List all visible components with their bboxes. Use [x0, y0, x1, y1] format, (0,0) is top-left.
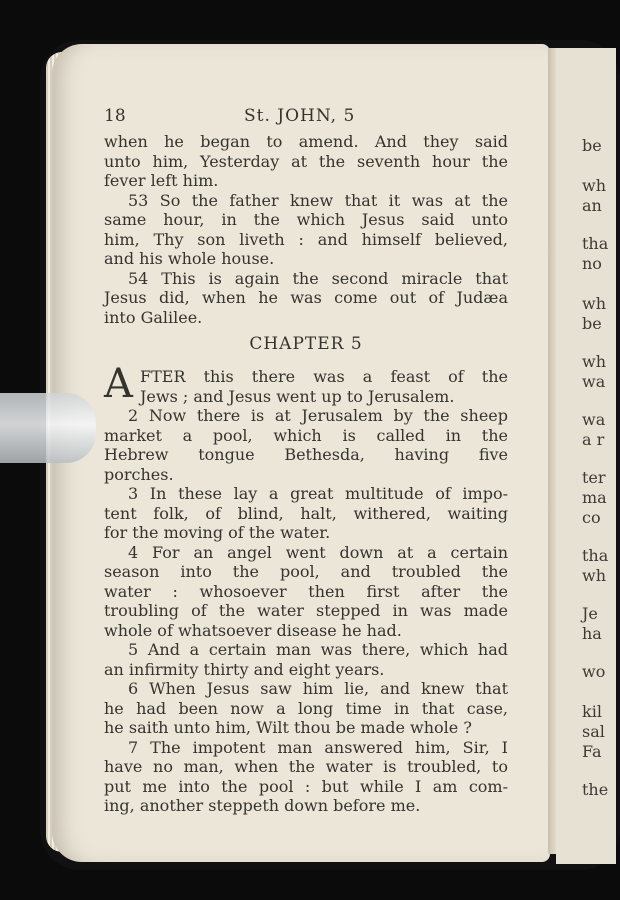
text-line: fever left him.: [104, 171, 219, 190]
facing-page-fragment: wh: [582, 176, 606, 195]
text-line: 53 So the father knew that it was at the: [128, 190, 508, 210]
text-line: put me into the pool : but while I am com-: [104, 776, 508, 796]
text-line: he had been now a long time in that case,: [104, 698, 508, 718]
facing-page-fragment: kil: [582, 702, 602, 721]
text-line: when he began to amend. And they said: [104, 132, 508, 151]
facing-page-fragment: be: [582, 314, 602, 333]
text-line: market a pool, which is called in the: [104, 425, 508, 445]
facing-page-fragment: tha: [582, 234, 609, 253]
facing-page-fragment: the: [582, 780, 609, 799]
drop-cap-line: FTER this there was a feast of the: [140, 367, 508, 386]
text-line: 4 For an angel went down at a certain: [128, 542, 508, 562]
text-line: 54 This is again the second miracle that: [128, 268, 508, 288]
text-line: an infirmity thirty and eight years.: [104, 659, 385, 679]
facing-page-fragment: wo: [582, 662, 606, 681]
text-line: season into the pool, and troubled the: [104, 562, 508, 581]
text-line: Jesus did, when he was come out of Judæa: [104, 288, 508, 307]
facing-page-fragment: wh: [582, 566, 606, 585]
text-line: Hebrew tongue Bethesda, having five: [104, 445, 508, 464]
facing-page: [556, 48, 616, 864]
facing-page-fragment: wa: [582, 410, 606, 429]
text-line: ing, another steppeth down before me.: [104, 796, 421, 815]
bookmark-tab: [0, 393, 96, 463]
text-line: whole of whatsoever disease he had.: [104, 620, 402, 640]
facing-page-fragment: wh: [582, 294, 606, 313]
drop-cap-line: Jews ; and Jesus went up to Jerusalem.: [140, 386, 455, 406]
facing-page-fragment: an: [582, 196, 602, 215]
facing-page-fragment: co: [582, 508, 601, 527]
facing-page-fragment: a r: [582, 430, 605, 449]
text-line: troubling of the water stepped in was made: [104, 601, 508, 620]
text-line: have no man, when the water is troubled, to: [104, 757, 508, 776]
text-line: porches.: [104, 464, 174, 484]
facing-page-fragment: Fa: [582, 742, 602, 761]
chapter-opening: [104, 361, 508, 407]
facing-page-fragment: Je: [582, 604, 598, 623]
running-title: St. JOHN, 5: [244, 106, 356, 126]
book-gutter: [548, 48, 556, 854]
facing-page-fragment: wa: [582, 372, 606, 391]
text-line: 3 In these lay a great multitude of impo-: [128, 484, 508, 503]
facing-page-fragment: ma: [582, 488, 607, 507]
facing-page-fragment: ha: [582, 624, 602, 643]
page-header: [104, 106, 508, 132]
text-line: 7 The impotent man answered him, Sir, I: [128, 737, 508, 757]
text-line: unto him, Yesterday at the seventh hour the: [104, 151, 508, 171]
text-line: same hour, in the which Jesus said unto: [104, 210, 508, 229]
facing-page-fragment: tha: [582, 546, 609, 565]
drop-cap: A: [104, 361, 133, 407]
page-text: [104, 132, 508, 816]
facing-page-fragment: no: [582, 254, 602, 273]
text-line: 6 When Jesus saw him lie, and knew that: [128, 679, 508, 698]
chapter-heading: CHAPTER 5: [249, 334, 363, 354]
text-line: tent folk, of blind, halt, withered, waiting: [104, 503, 508, 523]
text-line: him, Thy son liveth : and himself believed,: [104, 229, 508, 249]
text-line: water : whosoever then first after the: [104, 581, 508, 601]
facing-page-fragment: sal: [582, 722, 605, 741]
text-line: and his whole house.: [104, 249, 275, 268]
facing-page-fragment: ter: [582, 468, 606, 487]
page-number: 18: [104, 106, 126, 126]
facing-page-fragment: be: [582, 136, 602, 155]
text-line: for the moving of the water.: [104, 523, 331, 542]
text-line: 5 And a certain man was there, which had: [128, 640, 508, 659]
text-line: he saith unto him, Wilt thou be made whole ?: [104, 718, 472, 737]
text-line: 2 Now there is at Jerusalem by the sheep: [128, 406, 508, 425]
verses-after-chapter: [104, 406, 508, 816]
text-line: into Galilee.: [104, 307, 203, 327]
verses-before-chapter: [104, 132, 508, 327]
facing-page-fragment: wh: [582, 352, 606, 371]
